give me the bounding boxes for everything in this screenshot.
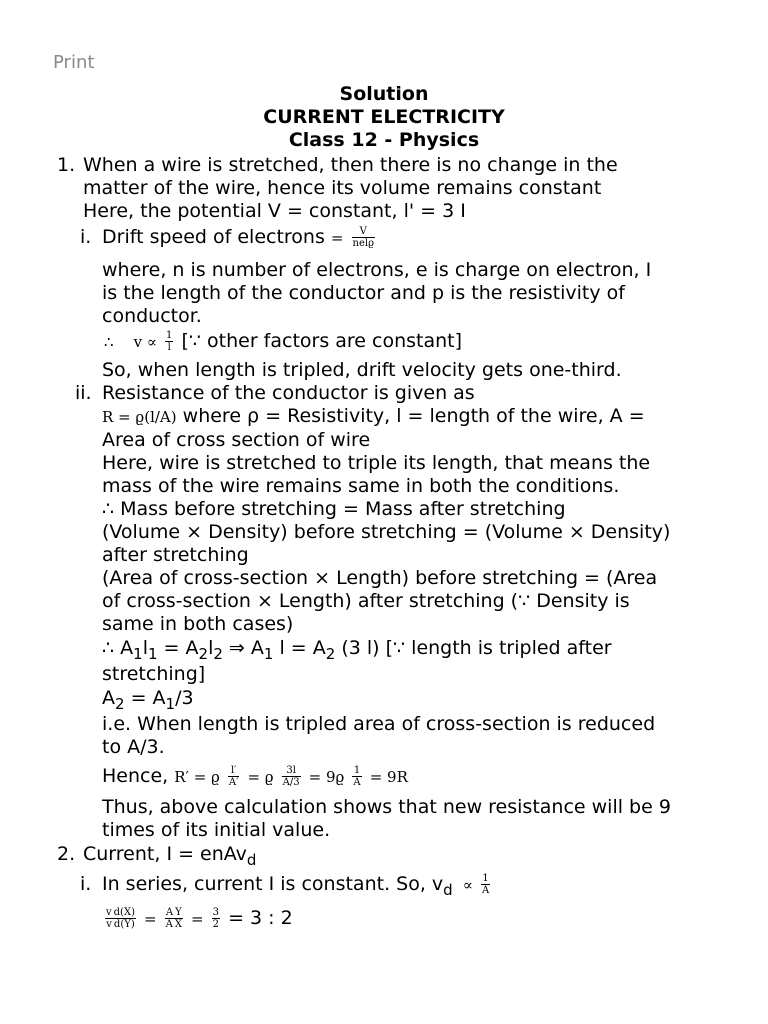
area-ratio-fraction	[165, 907, 183, 930]
class-subject: Class 12 - Physics	[288, 129, 480, 151]
chapter-title: CURRENT ELECTRICITY	[263, 106, 505, 128]
resistance-formula: R = ϱ(l/A)	[102, 408, 177, 426]
fraction-denominator: 2	[212, 919, 220, 930]
q1-line-1: When a wire is stretched, then there is no change in the	[83, 154, 618, 176]
math-part: = ϱ	[247, 768, 274, 786]
ratio-result: = 3 : 2	[228, 907, 293, 929]
one-over-l-fraction	[165, 330, 173, 353]
resistance-formula-desc: where ρ = Resistivity, l = length of the wire, A =	[176, 405, 645, 427]
fraction-denominator: A X	[165, 919, 182, 930]
q1-ii-line-5: (Volume × Density) before stretching = (Volume × Density)	[102, 521, 671, 543]
fraction-numerator: 1	[482, 873, 489, 884]
eq-part: A	[102, 687, 115, 709]
thus-line-2: times of its initial value.	[102, 819, 331, 841]
fraction-denominator: v d(Y)	[106, 919, 135, 930]
eq-part: /3	[175, 687, 194, 709]
eq-subscript: 1	[147, 645, 158, 663]
eq-subscript: 1	[133, 645, 143, 663]
q1-ii-line-4: ∴ Mass before stretching = Mass after stretching	[102, 498, 566, 520]
new-resistance: R′ = ϱ	[174, 768, 220, 786]
proportional-symbol: ∝	[462, 876, 473, 894]
q2-part-i	[102, 873, 492, 897]
eq-subscript: 2	[325, 645, 336, 663]
thus-line-1: Thus, above calculation shows that new resistance will be 9	[102, 796, 671, 818]
eq-part: ⇒ A	[222, 637, 264, 659]
fraction-denominator: A	[481, 885, 490, 896]
eq-part: l	[208, 637, 214, 659]
eq-part: ∴ A	[102, 637, 134, 659]
q1-part-ii-intro: Resistance of the conductor is given as	[102, 382, 475, 404]
constant-note: [∵ other factors are constant]	[181, 330, 463, 352]
fraction-numerator: 3	[212, 907, 220, 918]
ie-line-1: i.e. When length is tripled area of cross-section is reduced	[102, 713, 656, 735]
q1-part-i-intro	[102, 226, 377, 250]
three-halves-fraction	[212, 907, 220, 930]
a2-equation	[102, 687, 194, 713]
three-l-over-a-third	[282, 765, 301, 788]
fraction-numerator: 1	[353, 765, 361, 776]
q2-intro	[83, 843, 257, 869]
q1-ii-line-8: of cross-section × Length) after stretching (∵ Density is	[102, 590, 630, 612]
q1-ii-line-6: after stretching	[102, 544, 249, 566]
drift-subscript: d	[246, 851, 257, 869]
q1-explain-2: is the length of the conductor and p is the resistivity of	[102, 282, 625, 304]
math-part: = 9R	[369, 768, 408, 786]
eq-subscript: 2	[213, 645, 223, 663]
hence-label: Hence,	[102, 765, 169, 787]
l-prime-over-a-prime	[228, 765, 240, 788]
velocity-proportional: v ∝	[133, 333, 157, 351]
equals-sign: =	[330, 229, 344, 247]
eq-subscript: 1	[263, 645, 274, 663]
drift-ratio-equation: $\frac{\text{v d(X)}}{\text{v d(Y)}}$ = $\frac{\text{A Y}}{\text{A X}}$ = $\frac{3}{2}$ = 3 : 2	[106, 907, 293, 930]
eq-subscript: 2	[198, 645, 209, 663]
series-text: In series, current I is constant. So, v	[102, 873, 444, 895]
eq-subscript: 1	[165, 695, 176, 713]
therefore-symbol: ∴	[104, 333, 114, 351]
drift-subscript: d	[443, 881, 453, 899]
vd-ratio-fraction	[105, 907, 136, 930]
q1-explain-3: conductor.	[102, 305, 202, 327]
q1-line-2: matter of the wire, hence its volume remains constant	[83, 177, 602, 199]
fraction-denominator: l	[167, 342, 171, 353]
fraction-numerator: A Y	[165, 907, 182, 918]
q2-part-i-label: i.	[80, 873, 92, 895]
fraction-denominator: A′	[228, 777, 239, 788]
q1-part-i-label: i.	[80, 226, 92, 248]
ie-line-2: to A/3.	[102, 736, 165, 758]
drift-speed-text: Drift speed of electrons	[102, 226, 325, 248]
one-over-a	[352, 765, 361, 788]
proportional-line	[104, 330, 462, 354]
q1-line-3: Here, the potential V = constant, l' = 3 I	[83, 200, 466, 222]
q1-ii-line-1: Area of cross section of wire	[102, 429, 371, 451]
q1-part-i-conclusion: So, when length is tripled, drift velocity gets one-third.	[102, 359, 622, 381]
area-length-equation	[102, 637, 612, 663]
eq-subscript: 2	[115, 695, 125, 713]
q1-ii-line-3: mass of the wire remains same in both the conditions.	[102, 475, 620, 497]
q1-part-ii-label: ii.	[75, 382, 92, 404]
q1-ii-line-2: Here, wire is stretched to triple its length, that means the	[102, 452, 651, 474]
fraction-numerator: 1	[166, 330, 173, 341]
eq-part: l	[142, 637, 148, 659]
resistance-formula-line	[102, 405, 645, 429]
math-part: = 9ϱ	[308, 768, 345, 786]
q1-number: 1.	[57, 154, 76, 176]
print-link[interactable]: Print	[53, 52, 95, 73]
solution-title: Solution	[339, 83, 429, 105]
fraction-numerator: V	[352, 226, 375, 238]
q2-number: 2.	[57, 843, 76, 865]
fraction-numerator: l′	[228, 765, 240, 777]
current-formula: Current, I = enAv	[83, 843, 247, 865]
q1-ii-line-7: (Area of cross-section × Length) before stretching = (Area	[102, 567, 658, 589]
fraction-denominator: A	[353, 777, 361, 788]
eq-part: l = A	[273, 637, 326, 659]
q1-ii-line-9: same in both cases)	[102, 613, 294, 635]
eq-part: = A	[157, 637, 199, 659]
q1-explain-1: where, n is number of electrons, e is charge on electron, I	[102, 259, 652, 281]
fraction-numerator: 3l	[282, 765, 301, 777]
fraction-denominator: A/3	[282, 777, 300, 788]
eq-part: (3 l) [∵ length is tripled after	[335, 637, 612, 659]
one-over-area	[481, 873, 490, 896]
fraction-denominator: nelϱ	[352, 238, 374, 249]
hence-equation	[102, 765, 408, 789]
eq-part: = A	[124, 687, 166, 709]
eq-continuation: stretching]	[102, 663, 206, 685]
drift-speed-fraction	[352, 226, 375, 249]
fraction-numerator: v d(X)	[106, 907, 135, 918]
